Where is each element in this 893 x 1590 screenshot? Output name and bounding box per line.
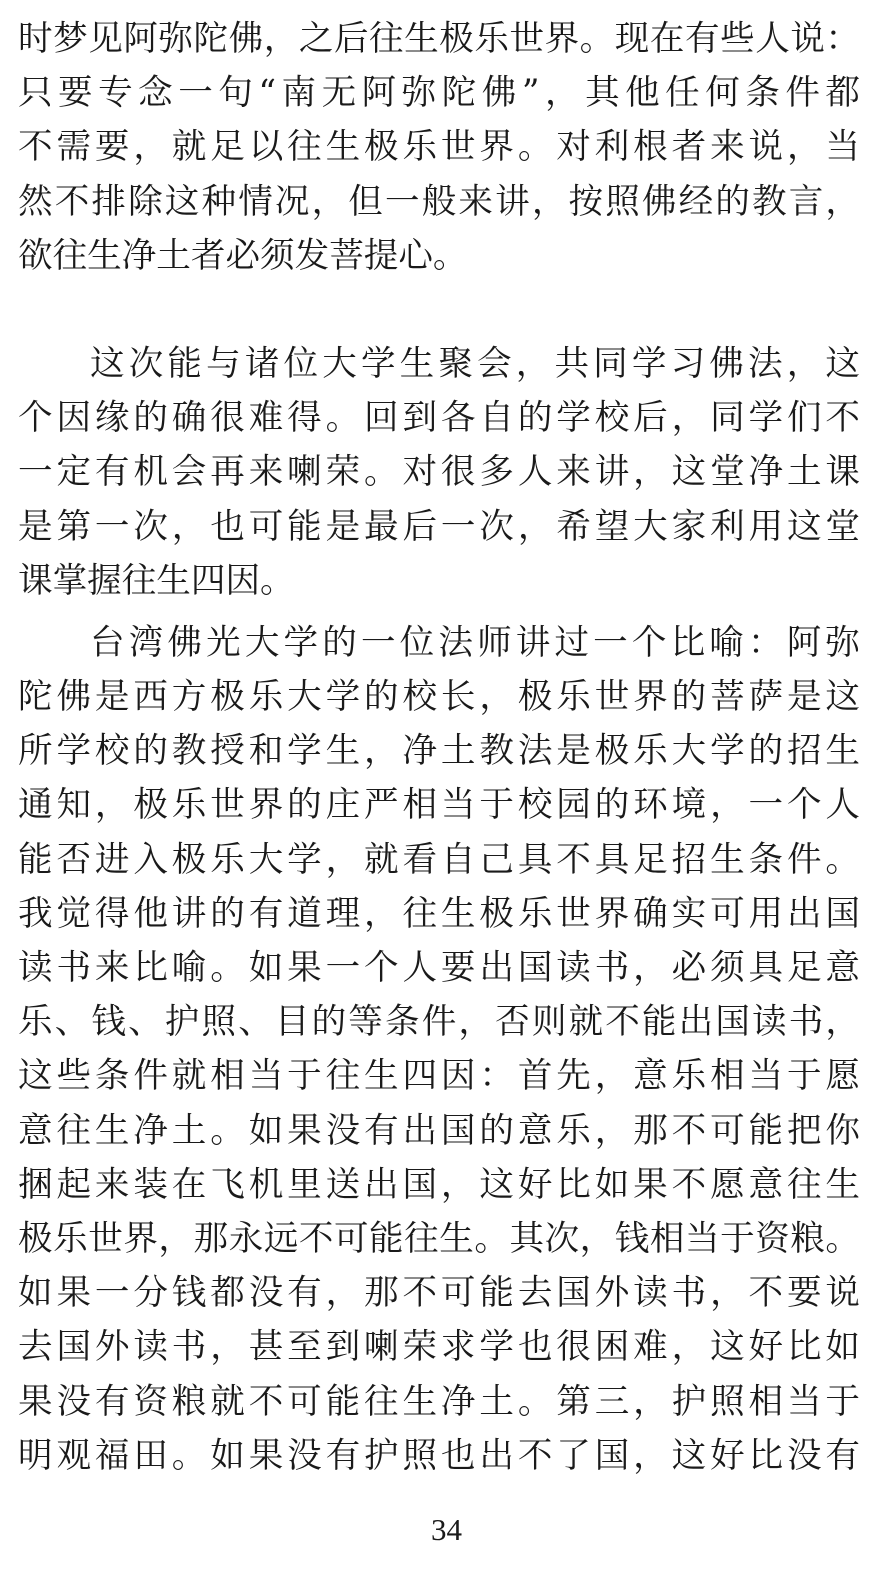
text-line: 明观福田。如果没有护照也出不了国，这好比没有	[18, 1435, 860, 1476]
text-line: 去国外读书，甚至到喇荣求学也很困难，这好比如	[18, 1327, 860, 1368]
text-line: 是第一次，也可能是最后一次，希望大家利用这堂	[18, 506, 860, 547]
paragraph-gap	[18, 608, 860, 616]
text-line: 极乐世界，那永远不可能往生。其次，钱相当于资粮。	[18, 1218, 860, 1259]
text-line: 意往生净土。如果没有出国的意乐，那不可能把你	[18, 1110, 860, 1151]
text-line: 读书来比喻。如果一个人要出国读书，必须具足意	[18, 948, 860, 988]
text-line: 通知，极乐世界的庄严相当于校园的环境，一个人	[18, 785, 860, 826]
text-line: 然不排除这种情况，但一般来讲，按照佛经的教言，	[18, 181, 860, 222]
text-line: 个因缘的确很难得。回到各自的学校后，同学们不	[18, 398, 860, 439]
text-line: 这次能与诸位大学生聚会，共同学习佛法，这	[90, 343, 860, 384]
text-line: 果没有资粮就不可能往生净土。第三，护照相当于	[18, 1381, 860, 1422]
paragraph-1	[18, 12, 860, 283]
text-line: 台湾佛光大学的一位法师讲过一个比喻：阿弥	[90, 622, 860, 663]
page-body	[18, 12, 860, 1483]
page-number: 34	[431, 1512, 462, 1547]
paragraph-2	[18, 337, 860, 608]
text-line: 一定有机会再来喇荣。对很多人来讲，这堂净土课	[18, 452, 860, 493]
text-line: 能否进入极乐大学，就看自己具不具足招生条件。	[18, 839, 860, 880]
text-line: 如果一分钱都没有，那不可能去国外读书，不要说	[18, 1273, 860, 1314]
paragraph-3	[18, 616, 860, 1483]
text-line: 不需要，就足以往生极乐世界。对利根者来说，当	[18, 127, 860, 168]
text-line: 只要专念一句“南无阿弥陀佛”，其他任何条件都	[18, 73, 860, 114]
text-line: 陀佛是西方极乐大学的校长，极乐世界的菩萨是这	[18, 677, 860, 718]
text-line: 我觉得他讲的有道理，往生极乐世界确实可用出国	[18, 893, 860, 934]
text-line: 所学校的教授和学生，净土教法是极乐大学的招生	[18, 731, 860, 772]
paragraph-gap	[18, 283, 860, 337]
text-line: 捆起来装在飞机里送出国，这好比如果不愿意往生	[18, 1164, 860, 1205]
text-line: 这些条件就相当于往生四因：首先，意乐相当于愿	[18, 1056, 860, 1097]
text-line: 时梦见阿弥陀佛，之后往生极乐世界。现在有些人说：	[18, 19, 860, 59]
text-line: 乐、钱、护照、目的等条件，否则就不能出国读书，	[18, 1002, 860, 1043]
text-line: 课掌握往生四因。	[18, 560, 295, 601]
text-line: 欲往生净土者必须发菩提心。	[18, 235, 468, 276]
